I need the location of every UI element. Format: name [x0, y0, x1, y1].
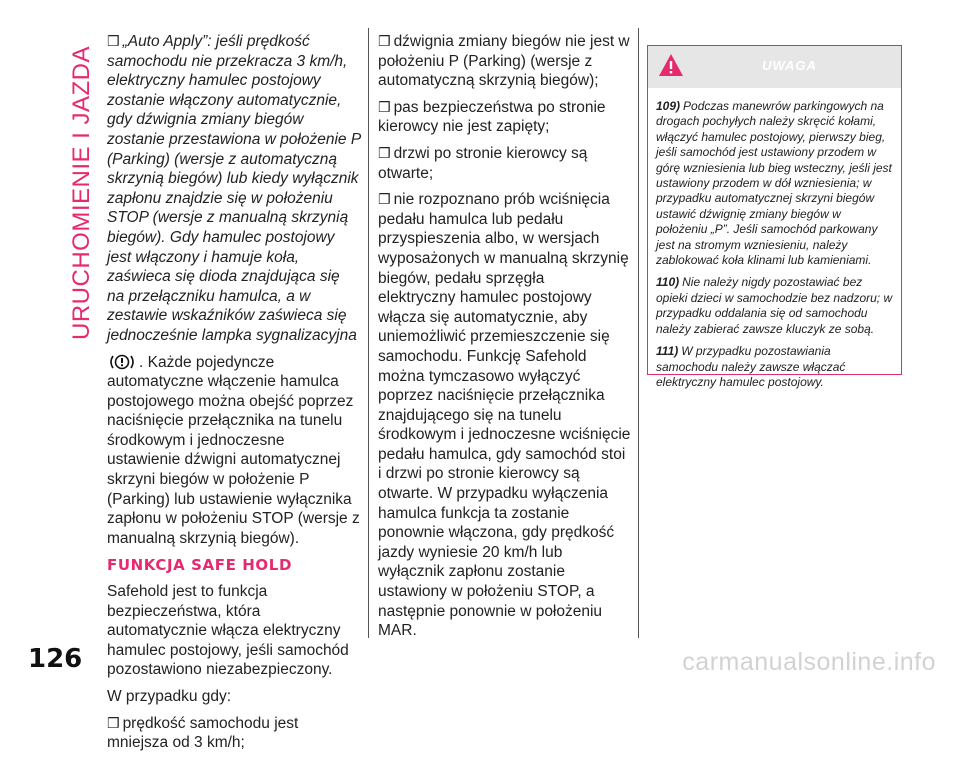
- list-item: ❒ prędkość samochodu jest mniejsza od 3 km/h;: [107, 714, 299, 752]
- watermark: carmanualsonline.info: [682, 648, 936, 676]
- list-item: ❒ pas bezpieczeństwa po stronie kierowcy nie jest zapięty;: [378, 98, 606, 136]
- checkbox-bullet-icon: ❒: [378, 33, 391, 49]
- warning-title: UWAGA: [762, 58, 817, 73]
- brake-warning-icon: [107, 353, 137, 371]
- column-1: [107, 32, 361, 760]
- warning-item: [656, 275, 893, 337]
- warning-item: [656, 344, 893, 390]
- paragraph-conditions-intro: W przypadku gdy:: [107, 688, 232, 705]
- paragraph-safehold-behavior: elektryczny hamulec postojowy włącza się automatycznie, aby uniemożliwić przemieszczenie się samochodu. Funkcję Safehold można tymczasowo wyłączyć poprzez naciśnięcie przełącznika znajdującego się na tunelu środkowym i jednoczesne wciśnięcie pedału hamulca, gdy samochód stoi i drzwi po stronie kierowcy są otwarte. W przypadku wyłączenia hamulca funkcja ta zostanie ponownie włączona, gdy prędkość jazdy wyniesie 20 km/h lub wyłącznik zapłonu zostanie ustawiony w położeniu STOP, a następnie ponownie w położeniu MAR.: [378, 289, 631, 640]
- warning-header: [648, 46, 901, 88]
- section-heading: FUNKCJA SAFE HOLD: [107, 556, 292, 575]
- warning-item-text: W przypadku pozostawiania samochodu należy zawsze włączać elektryczny hamulec postojowy.: [656, 344, 846, 389]
- auto-apply-text: „Auto Apply”: jeśli prędkość samochodu nie przekracza 3 km/h, elektryczny hamulec postojowy zostanie włączony automatycznie, gdy dźwignia zmiany biegów zostanie przestawiona w położenie P (Parking) (wersje z automatyczną skrzynią biegów) lub kiedy wyłącznik zapłonu znajdzie się w położeniu STOP (wersje z manualną skrzynią biegów). Gdy hamulec postojowy jest włączony i hamuje koła, zaświeca się dioda znajdująca się na przełączniku hamulca, a w zestawie wskaźników zaświeca się jednocześnie lampka sygnalizacyjna: [107, 33, 361, 344]
- section-tab: [52, 40, 95, 340]
- warning-item-number: 110): [656, 275, 680, 290]
- warning-item-number: 111): [656, 344, 679, 359]
- list-item: ❒ nie rozpoznano prób wciśnięcia pedału hamulca lub pedału przyspieszenia albo, w wersjach wyposażonych w manualną skrzynię biegów, pedału sprzęgła: [378, 191, 629, 287]
- warning-box: [647, 45, 902, 389]
- warning-item-text: Podczas manewrów parkingowych na drogach pochyłych należy skręcić kołami, włączyć hamulec postojowy, pierwszy bieg, jeśli samochód jest ustawiony przodem w górę wzniesienia lub bieg wsteczny, jeśli jest ustawiony przodem w dół wzniesienia; w przypadku automatycznej skrzyni biegów ustawić dźwignię zmiany biegów w położeniu „P”. Jeśli samochód parkowany jest na stromym wzniesieniu, należy zablokować koła klinami lub kamieniami.: [656, 99, 892, 268]
- warning-item-text: Nie należy nigdy pozostawiać bez opieki dzieci w samochodzie bez nadzoru; w przypadku oddalania się od samochodu należy zabierać zawsze kluczyk ze sobą.: [656, 275, 893, 336]
- checkbox-bullet-icon: ❒: [107, 33, 120, 49]
- checkbox-bullet-icon: ❒: [378, 98, 391, 115]
- checkbox-bullet-icon: ❒: [378, 191, 391, 208]
- warning-item: [656, 99, 893, 268]
- warning-item-number: 109): [656, 99, 681, 113]
- checkbox-bullet-icon: ❒: [107, 714, 120, 731]
- checkbox-bullet-icon: ❒: [378, 144, 391, 161]
- page-number: 126: [28, 644, 83, 674]
- column-2: [378, 32, 632, 648]
- paragraph-safehold-intro: Safehold jest to funkcja bezpieczeństwa, która automatycznie włącza elektryczny hamulec postojowy, jeśli samochód pozostawiono niezabezpieczony.: [107, 583, 349, 679]
- list-item: ❒ dźwignia zmiany biegów nie jest w położeniu P (Parking) (wersje z automatyczną skrzynią biegów);: [378, 33, 630, 90]
- section-tab-label: URUCHOMIENIE I JAZDA: [68, 45, 95, 340]
- column-divider: [368, 28, 369, 638]
- list-item: ❒ drzwi po stronie kierowcy są otwarte;: [378, 144, 588, 182]
- warning-body: [648, 88, 901, 390]
- column-divider: [638, 28, 639, 638]
- paragraph-brake-override: [107, 353, 361, 549]
- paragraph-auto-apply: [107, 32, 361, 346]
- brake-override-text: . Każde pojedyncze automatyczne włączenie hamulca postojowego można obejść poprzez naciśnięcie przełącznika na tunelu środkowym i jednoczesne ustawienie dźwigni automatycznej skrzyni biegów w położenie P (Parking) lub ustawienie wyłącznika zapłonu w położeniu STOP (wersje z manualną skrzynią biegów).: [107, 353, 360, 547]
